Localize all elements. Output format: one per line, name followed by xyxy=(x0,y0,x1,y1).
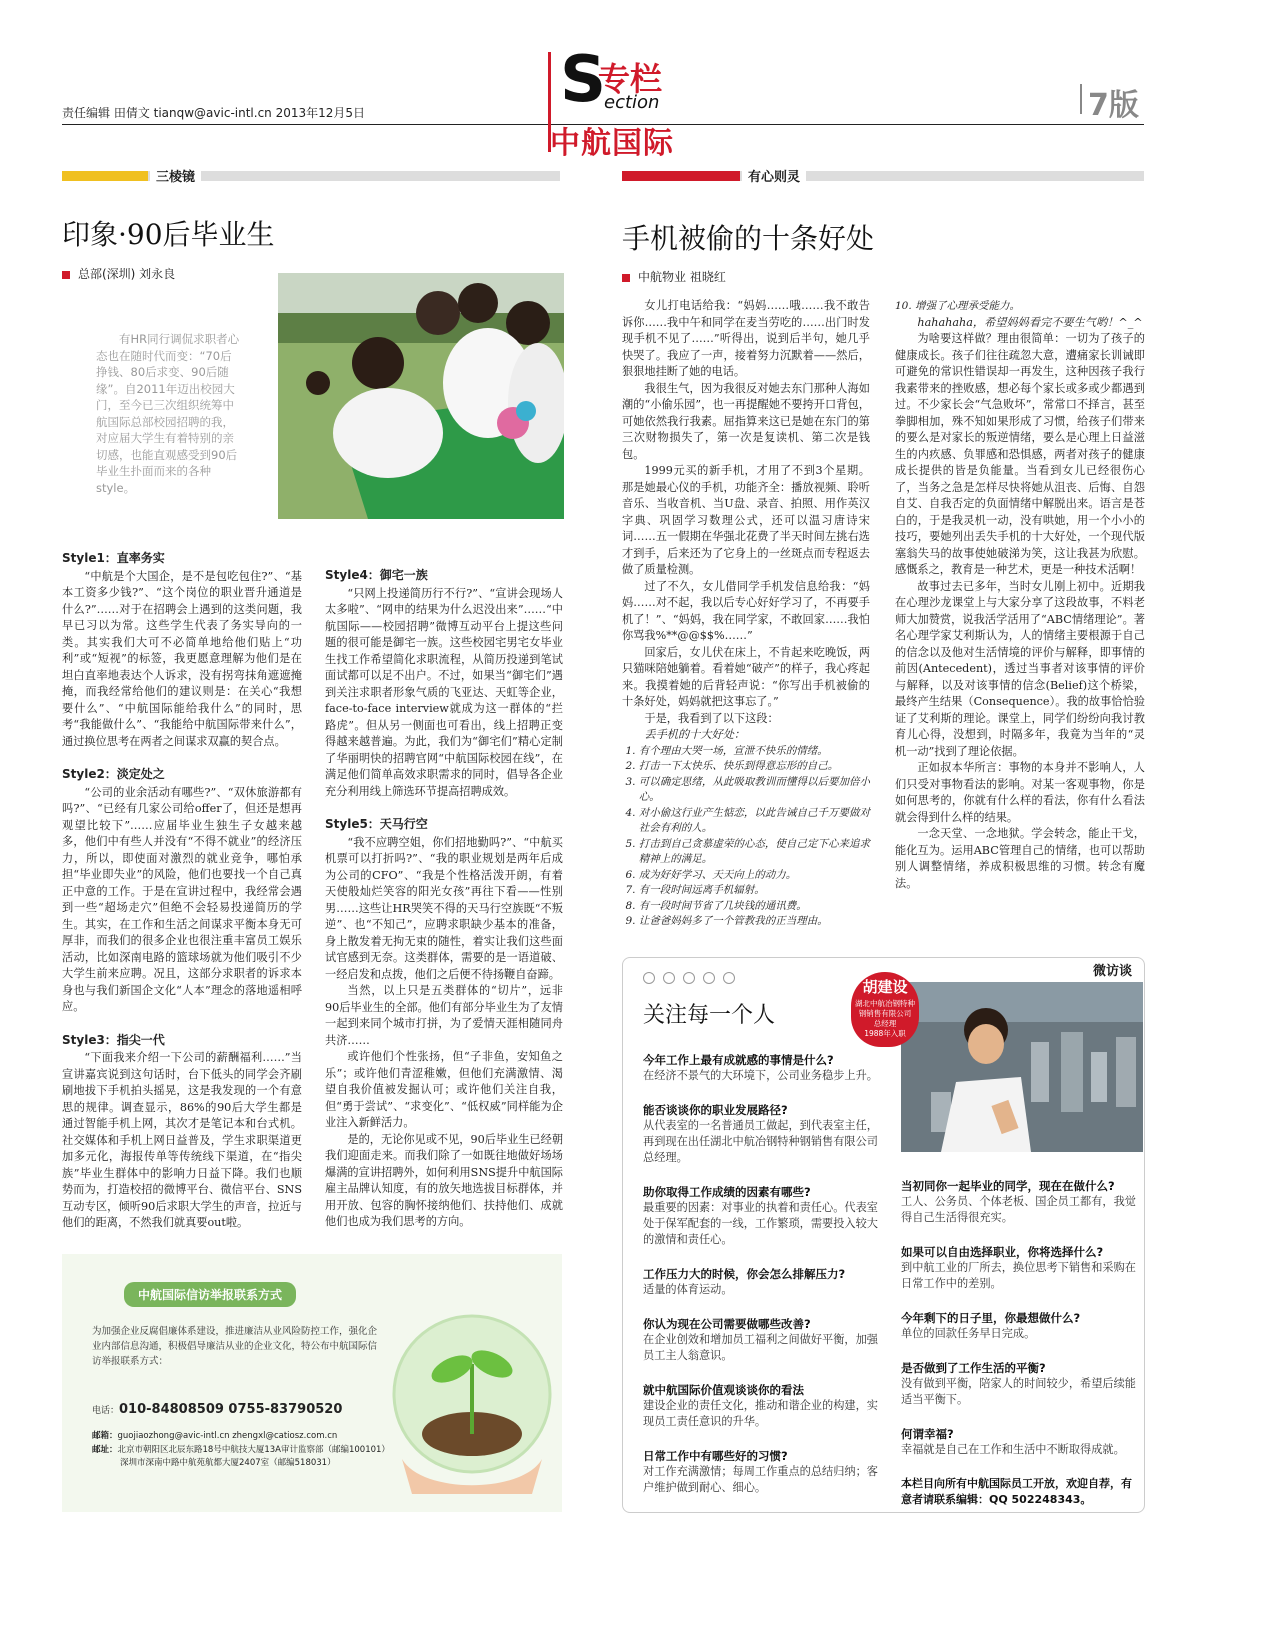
header-meta: 责任编辑 田倩文 tianqw@avic-intl.cn 2013年12月5日 xyxy=(62,106,366,120)
paragraph: 1999元买的新手机，才用了不到3个星期。那是她最心仪的手机，功能齐全：播放视频、聆听音乐、当收音机、当U盘、录音、拍照、用作英汉字典、巩固学习数理公式，还可以温习唐诗宋词……五一假期在华强北花费了半天时间左挑右选才到手，后来还为了它身上的一丝斑点而专程返去做了质量检测。 xyxy=(622,464,870,576)
byline-right-text: 中航物业 祖晓红 xyxy=(638,270,726,284)
list-item: 2. 打击一下太快乐、快乐到得意忘形的自己。 xyxy=(639,759,870,775)
question: 今年工作上最有成就感的事情是什么? xyxy=(643,1053,834,1067)
report-contact-ad xyxy=(62,1254,562,1512)
interviewee-photo xyxy=(901,982,1143,1152)
paragraph: 回家后，女儿伏在床上，不肯起来吃晚饭，两只猫咪陪她躺着。看着她“破产”的样子，我心疼起来。我摸着她的后背轻声说：“你写出手机被偷的十条好处，妈妈就把这事忘了。” xyxy=(622,645,870,708)
red-square-icon xyxy=(622,274,630,282)
seedling-globe-graphic xyxy=(392,1284,552,1504)
byline-left-text: 总部(深圳) 刘永良 xyxy=(78,267,176,281)
paragraph: 一念天堂、一念地狱。学会转念，能止干戈，能化互为。运用ABC管理自己的情绪，也可以帮助别人调整情绪，养成积极思维的习惯。转念有魔法。 xyxy=(895,827,1145,890)
list-title: 丢手机的十大好处： xyxy=(644,728,746,741)
question: 能否谈谈你的职业发展路径? xyxy=(643,1103,788,1117)
interview-section-label: 微访谈 xyxy=(1089,960,1136,979)
subhead-style4: Style4：御宅一族 xyxy=(325,568,428,582)
question: 工作压力大的时候，你会怎么排解压力? xyxy=(643,1267,846,1281)
ad-phone-row xyxy=(92,1402,342,1417)
paragraph: “只网上投递简历行不行?”、“宣讲会现场人太多啦”、“网申的结果为什么迟没出来”……“中航国际——校园招聘”微博互动平台上提这些问题的很可能是御宅一族。这些校园宅男宅女毕业生找工作希望简化求职流程，从简历投递到笔试面试都可以足不出户。不过，如果当“御宅们”遇到关注求职者形象气质的飞亚达、天虹等企业，face-to-face interview就成为这一群体的“拦路虎”。但从另一侧面也可看出，线上招聘正变得越来越普遍。为此，我们为“御宅们”精心定制了华丽明快的招聘官网“中航国际校园在线”，在满足他们简单高效求职需求的同时，倡导各企业充分利用线上筛选环节提高招聘成效。 xyxy=(325,586,563,798)
question: 今年剩下的日子里，你最想做什么? xyxy=(901,1311,1081,1325)
interviewee-role2: 钢销售有限公司 xyxy=(858,1009,912,1018)
interview-qa-right xyxy=(901,1166,1137,1508)
ad-addr2: 深圳市深南中路中航苑航都大厦2407室（邮编518031） xyxy=(120,1458,336,1468)
answer: 工人、公务员、个体老板、国企员工都有，我觉得自己生活得很充实。 xyxy=(901,1195,1136,1224)
paragraph: 为啥要这样做？理由很简单：一切为了孩子的健康成长。孩子们往往疏忽大意，遭痛家长训诫即可避免的常识性错误却一再发生，这种因孩子我行我素带来的挫败感，想必每个家长或多或少都遇到过。不少家长会“气急败坏”，常常口不择言，甚至拳脚相加，殊不知如果形成了习惯，给孩子们带来的要么是对家长的叛逆情绪，要么是心理上日益滋生的内疚感、负罪感和恐惧感，两者对孩子的健康成长提供的皆是负能量。当看到女儿已经很伤心了，当务之急是怎样尽快将她从沮丧、后悔、自怨自艾、自我否定的负面情绪中解脱出来。语言是苍白的，于是我灵机一动，没有哄她，用一个小小的技巧，要她列出丢失手机的十大好处，一个现代版塞翁失马的故事使她破涕为笑，这让我甚为欣慰。感慨系之，教育是一种艺术，更是一种技术活啊！ xyxy=(895,332,1145,576)
list-item: 1. 有个理由大哭一场，宣泄不快乐的情绪。 xyxy=(639,744,870,760)
answer: 没有做到平衡，陪家人的时间较少，希望后续能适当平衡下。 xyxy=(901,1377,1136,1406)
paragraph: 故事过去已多年，当时女儿刚上初中。近期我在心理沙龙课堂上与大家分享了这段故事，不料老师大加赞赏，说我活学活用了“ABC情绪理论”。著名心理学家艾利斯认为，人的情绪主要根源于自己的信念以及他对生活情境的评价与解释，即事情的前因(Antecedent)，透过当事者对该事情的评价与解释，以及对该事情的信念(Belief)这个桥梁，最终产生结果（Consequence）。我的故事恰恰验证了艾利斯的理论。课堂上，同学们纷纷向我讨教育儿心得，没想到，时隔多年，我竟为当年的“灵机一动”找到了理论依据。 xyxy=(895,579,1145,758)
ad-addr-label: 邮址： xyxy=(92,1445,118,1455)
interviewee-badge xyxy=(851,972,919,1047)
interviewee-role4: 1988年入职 xyxy=(864,1029,906,1038)
paragraph: 当然，以上只是五类群体的“切片”，远非90后毕业生的全部。他们有部分毕业生为了友情一起到来同个城市打拼，为了爱情天涯相随同舟共济…… xyxy=(325,984,563,1047)
answer: 单位的回款任务早日完成。 xyxy=(901,1327,1036,1340)
question: 是否做到了工作生活的平衡? xyxy=(901,1361,1046,1375)
answer: 适量的体育运动。 xyxy=(643,1283,733,1296)
interview-qa-left xyxy=(643,1040,879,1496)
subhead-style5: Style5：天马行空 xyxy=(325,817,428,831)
answer: 对工作充满激情；每周工作重点的总结归纳；客户维护做到耐心、细心。 xyxy=(643,1465,878,1494)
ad-email-row xyxy=(92,1429,337,1441)
section-bar-right xyxy=(622,171,1144,181)
paragraph: “下面我来介绍一下公司的薪酬福利……”当宣讲嘉宾说到这句话时，台下低头的同学会齐刷刷地拔下手机拍头摇晃，这是我发现的一个有意思的规律。调查显示，86%的90后大学生都是通过智能手机上网，其次才是笔记本和台式机。社交媒体和手机上网日益普及，学生求职渠道更加多元化，海报传单等传统线下渠道，在“指尖族”毕业生群体中的影响力日益下降。我们也顺势而为，打造校招的微博平台、微信平台、SNS互动专区，倾听90后求职大学生的声音，拉近与他们的距离，不然我们就真要out啦。 xyxy=(62,1051,302,1229)
paragraph: “公司的业余活动有哪些?”、“双休旅游都有吗?”、“已经有几家公司给offer了，但还是想再观望比较下”……应届毕业生独生子女越来越多，他们中有些人并没有“不得不就业”的经济压力，所以，即使面对激烈的就业竞争，哪怕承担“毕业即失业”的风险，他们也要找一个自己真正中意的工作。于是在宣讲过程中，我经常会遇到一些“超场走穴”但绝不会轻易投递简历的学生。其实，在工作和生活之间谋求平衡本身无可厚非，而我们的很多企业也很注重丰富员工娱乐活动，比如深南电路的篮球场就为他们吸引不少大学生前来应聘。况且，这部分求职者的诉求本身也与我们新国企文化“人本”理念的落地遥相呼应。 xyxy=(62,785,302,1013)
page-number: 7版 xyxy=(1088,88,1139,123)
left-column-1 xyxy=(62,540,302,1232)
photo-graphic xyxy=(278,273,564,519)
list-item: 3. 可以确定思绪，从此吸取教训而懂得以后要加倍小心。 xyxy=(639,775,870,806)
answer: 在经济不景气的大环境下，公司业务稳步上升。 xyxy=(643,1069,878,1082)
left-column-2 xyxy=(325,557,563,1231)
page-number-bar xyxy=(1080,84,1082,114)
ad-email-label: 邮箱： xyxy=(92,1431,118,1441)
city-photo-graphic xyxy=(901,982,1143,1152)
list-item: 6. 成为好好学习、天天向上的动力。 xyxy=(639,868,870,884)
answer: 到中航工业的厂所去，换位思考下销售和采购在日常工作中的差别。 xyxy=(901,1261,1136,1290)
subhead-style3: Style3：指尖一代 xyxy=(62,1032,165,1047)
ad-email: guojiaozhong@avic-intl.cn zhengxl@catiosz.com.cn xyxy=(117,1431,338,1441)
logo-ection: ection xyxy=(604,92,660,113)
answer: 从代表室的一名普通员工做起，到代表室主任，再到现在出任湖北中航冶钢特种钢销售有限公司总经理。 xyxy=(643,1119,878,1164)
ad-text: 为加强企业反腐倡廉体系建设，推进廉洁从业风险防控工作，强化企业内部信息沟通，积极倡导廉洁从业的企业文化，特公布中航国际信访举报联系方式： xyxy=(92,1326,378,1367)
interview-footer: 本栏目向所有中航国际员工开放，欢迎自荐，有意者请联系编辑：QQ 502248343。 xyxy=(901,1477,1132,1506)
benefits-list xyxy=(622,744,870,930)
list-item: 5. 打击到自己贪慕虚荣的心态，使自己定下心来追求精神上的满足。 xyxy=(639,837,870,868)
graduates-signing-photo xyxy=(278,273,564,519)
paragraph: 我很生气，因为我很反对她去东门那种人海如潮的“小偷乐园”，也一再提醒她不要挎开口背包，可她依然我行我素。屈指算来这已是她在东门的第三次财物损失了，第一次是复读机、第二次是钱包。 xyxy=(622,381,870,461)
question: 何谓幸福? xyxy=(901,1427,954,1441)
ad-phone: 010-84808509 0755-83790520 xyxy=(119,1402,343,1417)
paragraph: 或许他们个性张扬，但“子非鱼，安知鱼之乐”；或许他们青涩稚嫩，但他们充满激情、渴望自我价值被发掘认可；或许他们关注自我，但“勇于尝试”、“求变化”、“低权威”同样能为企业注入新鲜活力。 xyxy=(325,1050,563,1129)
list-item: 8. 有一段时间节省了几块钱的通讯费。 xyxy=(639,899,870,915)
paragraph: 女儿打电话给我：“妈妈……哦……我不敢告诉你……我中午和同学在麦当劳吃的……出门时发现手机不见了……”听得出，说到后半句，她几乎快哭了。我应了一声，接着努力沉默着——然后，狠狠地挂断了她的电话。 xyxy=(622,299,870,378)
answer: 最重要的因素：对事业的执着和责任心。代表室处于保军配套的一线，工作繁琐，需要投入较大的激情和责任心。 xyxy=(643,1201,878,1246)
question: 就中航国际价值观谈谈你的看法 xyxy=(643,1383,804,1397)
paragraph: 过了不久，女儿借同学手机发信息给我：“妈妈……对不起，我以后专心好好学习了，不再要手机了！”、“妈妈，我在同学家，不敢回家……我怕你骂我%**@@$$%……” xyxy=(622,579,870,642)
list-item: 4. 对小偷这行业产生惦恋，以此告诫自己千万要做对社会有利的人。 xyxy=(639,806,870,837)
paragraph: “中航是个大国企，是不是包吃包住?”、“基本工资多少钱?”、“这个岗位的职业晋升通道是什么?”……对于在招聘会上遇到的这类问题，我早已习以为常。这些学生代表了务实导向的一类。其实我们大可不必简单地给他们贴上“功利”或“短视”的标签，我更愿意理解为他们是在坦白直率地表达个人诉求，没有拐弯抹角遮遮掩掩，而我经常给他们的建议则是：在关心“我想要什么”、“中航国际能给我什么”的同时，思考“我能做什么”、“我能给中航国际带来什么”，通过换位思考在两者之间谋求双赢的契合点。 xyxy=(62,569,302,748)
section-bar-left xyxy=(62,171,560,181)
answer: 建设企业的责任文化，推动和谐企业的构建，实现员工责任意识的升华。 xyxy=(643,1399,878,1428)
list-item-10: 10. 增强了心理承受能力。 xyxy=(895,300,1021,312)
question: 助你取得工作成绩的因素有哪些? xyxy=(643,1185,811,1199)
ad-title: 中航国际信访举报联系方式 xyxy=(124,1282,296,1307)
interview-title: 关注每一个人 xyxy=(643,1003,776,1028)
subhead-style2: Style2：淡定处之 xyxy=(62,767,165,781)
answer: 在企业创效和增加员工福利之间做好平衡，加强员工主人翁意识。 xyxy=(643,1333,878,1362)
question: 如果可以自由选择职业，你将选择什么? xyxy=(901,1245,1104,1259)
right-column-2 xyxy=(895,298,1145,892)
byline-left xyxy=(62,265,175,282)
paragraph: 是的，无论你见或不见，90后毕业生已经朝我们迎面走来。而我们除了一如既往地做好场场爆满的宣讲招聘外，如何利用SNS提升中航国际雇主品牌认知度，有的放矢地选拔目标群体，并用开放、包容的胸怀接纳他们、扶持他们、成就他们也成为我们思考的方向。 xyxy=(325,1132,564,1228)
list-item-10-text: 增强了心理承受能力。 xyxy=(915,300,1021,312)
section-title-left: 三棱镜 xyxy=(150,166,201,185)
article-title-right: 手机被偷的十条好处 xyxy=(622,222,875,255)
paragraph: 正如叔本华所言：事物的本身并不影响人，人们只受对事物看法的影响。对某一客观事物，你是如何思考的，你就有什么样的看法，你有什么看法就会得到什么样的结果。 xyxy=(895,761,1145,824)
article-intro: 有HR同行调侃求职者心态也在随时代而变：“70后挣钱、80后求变、90后随缘”。自2011年迈出校园大门，至今已三次组织统筹中航国际总部校园招聘的我，对应届大学生有着特别的亲切感，也能直观感受到90后毕业生扑面而来的各种style。 xyxy=(96,332,240,495)
subhead-style1: Style1：直率务实 xyxy=(62,551,165,565)
section-title-right: 有心则灵 xyxy=(742,166,806,185)
ad-addr1: 北京市朝阳区北辰东路18号中航技大厦13A审计监察部（邮编100101） xyxy=(117,1445,390,1455)
interviewee-role1: 湖北中航冶钢特种 xyxy=(855,999,915,1008)
interview-box xyxy=(622,957,1145,1513)
ad-phone-label: 电话： xyxy=(92,1406,120,1416)
interviewee-name: 胡建设 xyxy=(862,978,908,996)
after-list: hahahaha，希望妈妈看完不要生气哟！^_^ xyxy=(917,315,1143,329)
red-square-icon xyxy=(62,271,70,279)
question: 日常工作中有哪些好的习惯? xyxy=(643,1449,788,1463)
question: 你认为现在公司需要做哪些改善? xyxy=(643,1317,811,1331)
question: 当初同你一起毕业的同学，现在在做什么? xyxy=(901,1179,1115,1193)
byline-right xyxy=(622,268,726,285)
logo-zhonghang: 中航国际 xyxy=(550,126,674,161)
list-item: 7. 有一段时间远离手机辐射。 xyxy=(639,883,870,899)
logo-s: S xyxy=(560,43,607,117)
paragraph: “我不应聘空姐，你们招地勤吗?”、“中航买机票可以打折吗?”、“我的职业规划是两年后成为公司的CFO”、“我是个性格活泼开朗，有着天使般灿烂笑容的阳光女孩”再往下看——性别男……这些让HR哭笑不得的天马行空族既“不叛逆”、也“不知己”，应聘求职缺少基本的准备，身上散发着无拘无束的随性，着实让我们这些面试官感到无奈。这类群体，需要的是一语道破、一经启发和点拨，他们之后便不待扬鞭自奋蹄。 xyxy=(325,835,563,981)
right-column-1 xyxy=(622,298,870,930)
ad-addr-row xyxy=(92,1444,392,1470)
paragraph: 于是，我看到了以下这段： xyxy=(644,711,779,725)
article-title-left: 印象·90后毕业生 xyxy=(62,218,275,251)
answer: 幸福就是自己在工作和生活中不断取得成就。 xyxy=(901,1443,1125,1456)
logo-zhuanlan: 专栏 xyxy=(598,60,663,98)
interviewee-role3: 总经理 xyxy=(873,1019,897,1028)
interview-dots xyxy=(643,972,735,984)
list-item: 9. 让爸爸妈妈多了一个管教我的正当理由。 xyxy=(639,914,870,930)
